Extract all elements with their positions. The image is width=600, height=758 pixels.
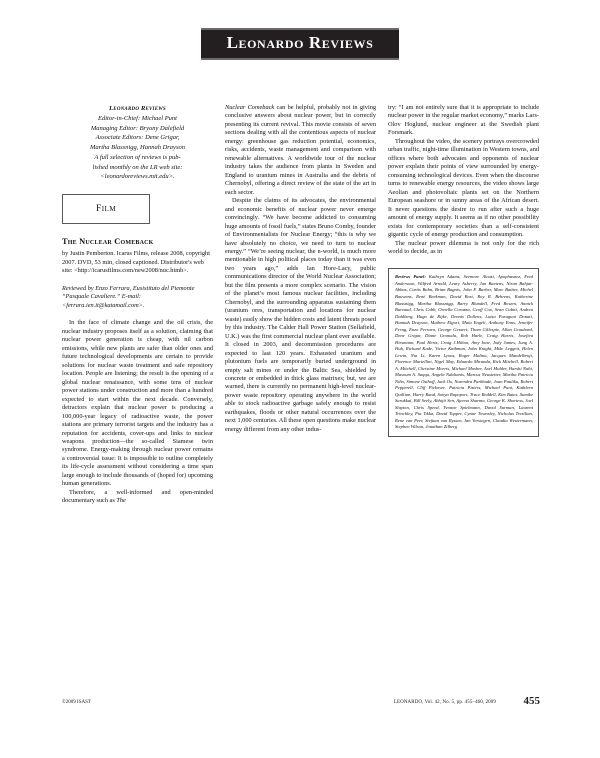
masthead-web-site-link[interactable]: <leonardoreviews.mit.edu>. — [100, 173, 175, 181]
masthead-line-editor-in-chief: Editor-in-Chief: Michael Punt — [98, 114, 177, 122]
masthead-line-associate-editors-cont: Martha Blassnigg, Hannah Drayson — [90, 144, 185, 151]
italic-film-title: Nuclear Comeback — [225, 104, 275, 111]
body-paragraph — [225, 104, 376, 197]
review-credits: by Justin Pemberton. Icarus Films, release 2008, copyright 2007. DVD, 53 min, closed captioned. Distributor's web site: <http://icarusfilms.com/new2008/nuc.htmb>. — [62, 250, 210, 275]
review-title: The Nuclear Comeback — [62, 237, 154, 246]
column-left — [62, 104, 213, 506]
review-reviewer-credit: Reviewed by Enzo Ferrara, Eusistituto del Piemonte “Pasquale Cavaliere.” E-mail: <ferrara.ien.it@katamail.com>. — [62, 284, 195, 309]
banner-title: Leonardo Reviews — [201, 28, 400, 60]
body-paragraph — [62, 489, 213, 506]
leonardo-reviews-banner — [0, 28, 600, 60]
body-paragraph: try: “I am not entirely sure that it is appropriate to include nuclear power in the regular market economy,” marks Lars-Olov Hoglund, nuclear engineer at the Swedish plant Forsmark. — [388, 104, 539, 137]
column-right — [388, 104, 539, 437]
masthead-line-selection-2: lished monthly on the LR web site: — [92, 163, 183, 171]
body-text: Therefore, a well-informed and open-minded documentary such as — [62, 488, 213, 505]
three-column-layout — [62, 104, 540, 684]
reviews-panel-heading: Reviews Panel: — [395, 274, 426, 280]
masthead-line-selection-1: A full selection of reviews is pub- — [94, 153, 181, 161]
section-label-box — [62, 194, 150, 224]
column-middle — [225, 104, 376, 434]
masthead — [62, 104, 213, 182]
reviews-panel-box — [388, 268, 539, 436]
body-paragraph: In the face of climate change and the oil crisis, the nuclear industry proposes itself as a solution, claiming that nuclear power generation is cheap, with nil carbon emissions, while new plants are safer than older ones and future technological developments are certain to provide solutions for nuclear waste treatment and safe repository location. People are listening; the result is the opening of a global nuclear renaissance, with some tens of nuclear power stations under construction and more than a hundred expected to start within the next decade. Conversely, detractors explain that nuclear power is producing a 100,000-year legacy of radioactive waste, the power stations are primary terrorist targets and the industry has a reputation for accidents, cover-ups and links to nuclear weapons production—the so-called Siamese twin syndrome. Energy-making through nuclear power remains a controversial issue: It is impossible to outline completely its life-cycle assessment without considering a time span large enough to include thousands of (hoped for) upcoming human generations. — [62, 319, 213, 488]
footer-copyright: ©2009 ISAST — [62, 700, 91, 705]
italic-title-fragment: The — [116, 497, 126, 505]
masthead-line-managing-editor: Managing Editor: Bryony Dalefield — [90, 124, 185, 132]
footer-citation: LEONARDO, Vol. 42, No. 5, pp. 455–460, 2009 — [393, 700, 496, 705]
masthead-line-associate-editors: Associate Editors: Dene Grigar, — [95, 134, 180, 142]
masthead-title: Leonardo Reviews — [109, 105, 166, 112]
body-paragraph: Throughout the video, the scenery portrays overcrowded urban traffic, night-time illumination in Western towns, and offices where both advocates and opponents of nuclear power explain their points of view surrounded by energy-consuming technological devices. Even when the discourse turns to renewable energy resources, the video shows large Aeolian and photovoltaic plants set on the Northern European seashore or in sunny areas of the African desert. It never questions the desire to run after such a huge amount of energy supply. It seems as if no other possibility exists for contemporary societies than a self-consistent gigantic cycle of energy production and consumption. — [388, 137, 539, 239]
body-paragraph: The nuclear power dilemma is not only for the rich world to decide, as in — [388, 239, 539, 255]
section-label-film: Film — [95, 203, 117, 214]
reviews-panel-names: Kathryn Adams, Seemore Alcazi, Apophasaez, Fred Andersson, Wilfred Arnold, Leary Asberry, Jan Baetens, Niran Bahjat-Abbas, Curtis Bahn, Brian Bagnis, John F. Barber, Marc Battier, Michel Bauwens, René Beekman, David Bort, Roy R. Behrens, Katherine Blassnigg, Martha Blassnigg, Barry Blundell, Fred Bowen, Annick Bureaud, Chris Cobb, Ornella Corazza, Geoff Cox, Sean Cubitt, Andrea Dahlberg, Hugo de Rijke, Dennis Dollens, Luisa Paraguai Donati, Hannah Drayson, Mathew Elgort, Maia Engeli, Anthony Enns, Jennifer Ferng, Enzo Ferrara, George Gessert, Thom Gillespie, Allan Graubard, Dene Grigar, Diane Gromala, Rob Harle, Craig Harris, Josefiea Hirsmann, Paul Hertz, Craig J.Hilton, Amy Ione, Jody James, Jung A. Huh, Richard Kade, Victor Kathman, John Knight, Mike Leggett, Helen Lewin, Nia Li, Karen Lyons, Roger Malina, Jacques Mandelbrojt, Florence Martellini, Nigel May, Eduardo Miranda, Rick Mitchell, Robert A. Mitchell, Christine Morris, Michael Mosher, Axel Mulder, Harshi Nabi, Masoum A. Saqqa, Angela Ndalianis, Marcus Neustetter, Martha Patricia Niño, Simone Osthoff, Jack Ox, Narendra Parkhude, Joan Paulika, Robert Pepperell, Cliff Pickover, Patricia Pisters, Michael Punt, Kathleen Quillian, Harry Rand, Sonya Rapoport, Trace Reddell, Kim Bates, Sumike Sarukkai, Bill Seely, Abhijit Sen, Ajeena Sharma, George K. Shortess, Joel Slayton, Chris Speed, Yvonne Spielmann, David Surman, Laurent Trinchley, Pia Tikka, David Topper, Cynae Townsley, Nicholas Tresilian, Rene van Peer, Stefaan van Ryssen, Ian Verstegen, Claudia Westermann, Stephen Wilson, Jonathan Zilberg — [395, 274, 533, 430]
body-paragraph: Despite the claims of its advocates, the environmental and economic benefits of nuclear power never emerge convincingly. “We have become addicted to consuming huge amounts of fossil fuels,” states Bruno Comby, founder of Environmentalists for Nuclear Energy; “this is why we have absolutely no choice, we need to turn to nuclear energy.” “We’re seeing nuclear, the n-world, is much more mentionable in high political places today than it was even two years ago,” adds Ian Hore-Lacy, public communications director of the World Nuclear Association; but the film presents a more complex scenario. The vision of the planet’s most famous nuclear facilities, including Chernobyl, and the surrounding apparatus sustaining them (uranium ores, transportation and locations for nuclear waste) easily show the hidden costs and latent threats posed by this industry. The Calder Hall Power Station (Sellafield, U.K.) was the first commercial nuclear plant ever available. It closed in 2003, and decommission procedures are expected to last 120 years. Exhausted uranium and plutonium fuels are temporarily buried underground in empty salt mines or under the Baltic Sea, shielded by concrete or embedded in thick glass matrixes; but, we are warned, there is currently no permanent high-level nuclear-power waste repository operating anywhere in the world able to stock radioactive garbage safely enough to resist earthquakes, floods or other natural occurrences over the next 1,000 centuries. All these open questions make nuclear energy different from any other indus- — [225, 197, 376, 433]
footer-page-number: 455 — [523, 695, 540, 707]
body-text: can be helpful, probably not in giving conclusive answers about nuclear power, but in correctly presenting its current revival. This movie consists of seven sections dealing with all the contentious aspects of nuclear energy: greenhouse gas reduction potential, economics, risks, accidents, waste management and comparison with renewable alternatives. A worldwide tour of the nuclear industry takes the audience from plants in Sweden and England to uranium mines in Australia and the debris of Chernobyl, offering a direct review of the state of the art in each sector. — [225, 104, 376, 196]
